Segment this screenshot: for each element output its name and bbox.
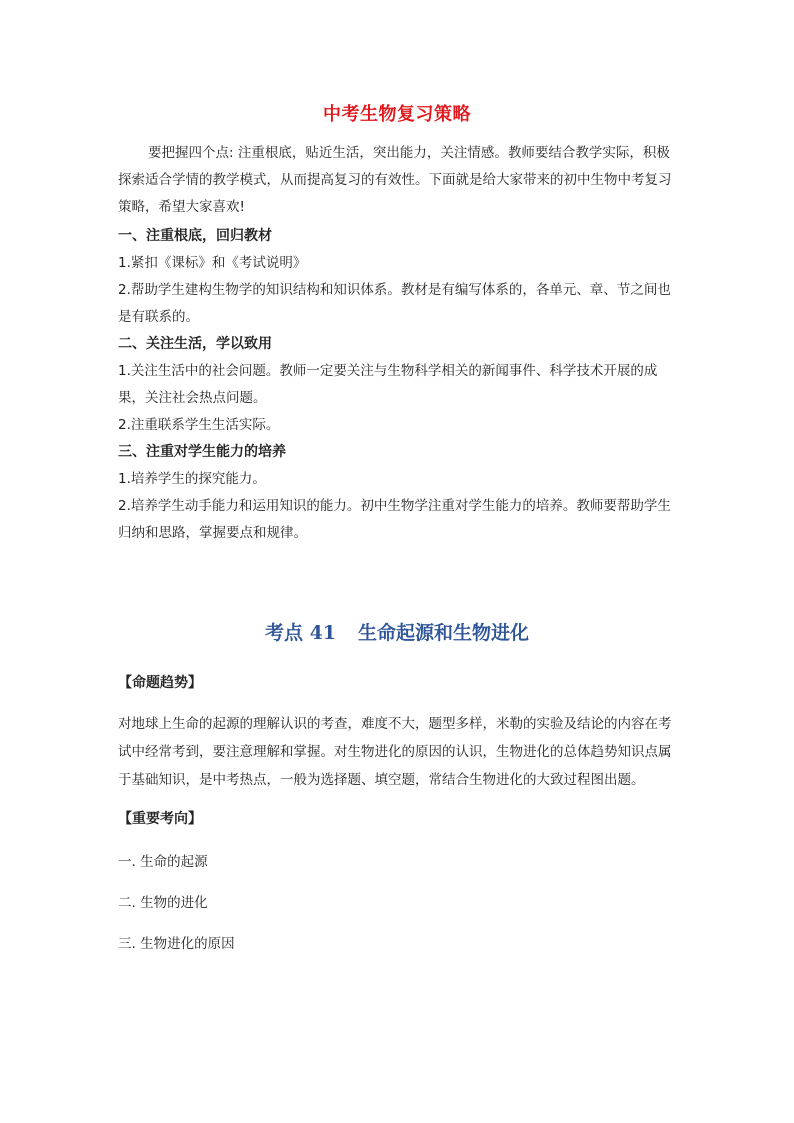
section-1-line-1: 1.紧扣《课标》和《考试说明》: [118, 255, 307, 271]
section-2-line-1: 1.关注生活中的社会问题。教师一定要关注与生物科学相关的新闻事件、科学技术开展的成果，关注社会热点问题。: [118, 363, 658, 406]
topic-number: 考点 41: [264, 622, 337, 644]
section-1-heading: 一、注重根底，回归教材: [118, 228, 272, 244]
focus-item-2: 二. 生物的进化: [118, 895, 208, 911]
focus-heading: 【重要考向】: [118, 811, 202, 827]
focus-item-1: 一. 生命的起源: [118, 854, 208, 870]
section-2-line-2: 2.注重联系学生生活实际。: [118, 417, 280, 433]
section-1-line-2: 2.帮助学生建构生物学的知识结构和知识体系。教材是有编写体系的，各单元、章、节之间也是有联系的。: [118, 282, 671, 325]
trend-text: 对地球上生命的起源的理解认识的考查，难度不大，题型多样，米勒的实验及结论的内容在考试中经常考到，要注意理解和掌握。对生物进化的原因的认识，生物进化的总体趋势知识点属于基础知识，是中考热点，一般为选择题、填空题，常结合生物进化的大致过程图出题。: [118, 716, 672, 788]
section-3-line-1: 1.培养学生的探究能力。: [118, 471, 266, 487]
trend-heading: 【命题趋势】: [118, 675, 202, 691]
focus-item-3: 三. 生物进化的原因: [118, 936, 235, 952]
strategy-intro: 要把握四个点: 注重根底，贴近生活，突出能力，关注情感。教师要结合教学实际，积极探索适合学情的教学模式，从而提高复习的有效性。下面就是给大家带来的初中生物中考复习策略，希望大家喜欢!: [118, 145, 672, 215]
topic-title: [0, 618, 794, 645]
section-3-heading: 三、注重对学生能力的培养: [118, 444, 286, 460]
section-2-heading: 二、关注生活，学以致用: [118, 336, 272, 352]
strategy-title: 中考生物复习策略: [323, 104, 471, 125]
topic-name: 生命起源和生物进化: [358, 622, 530, 644]
section-3-line-2: 2.培养学生动手能力和运用知识的能力。初中生物学注重对学生能力的培养。教师要帮助学生归纳和思路，掌握要点和规律。: [118, 498, 671, 541]
